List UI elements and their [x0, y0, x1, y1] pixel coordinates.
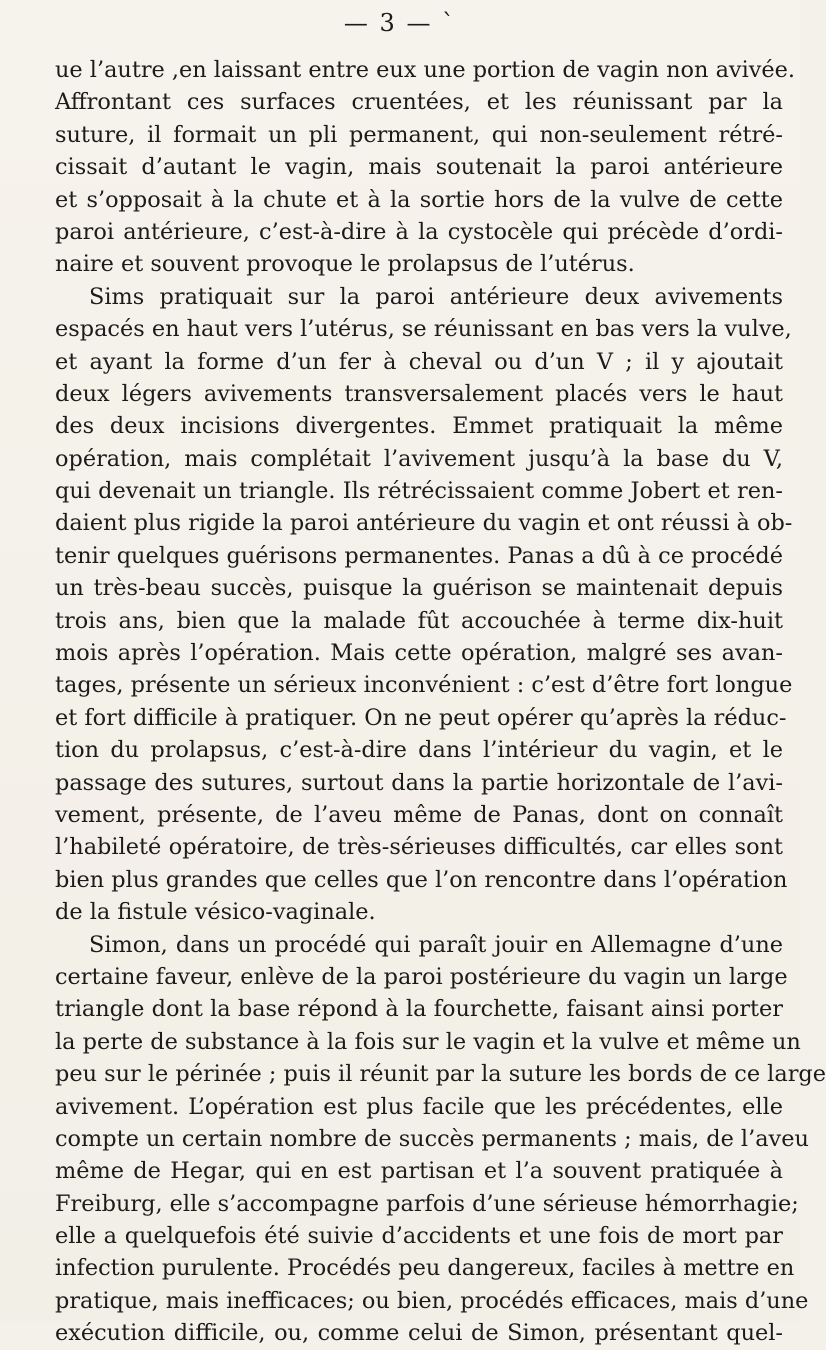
text-line: tages, présente un sérieux inconvénient : c’est d’être fort longue: [55, 672, 793, 699]
text-line: tenir quelques guérisons permanentes. Panas a dû à ce procédé: [55, 542, 783, 569]
text-line: l’habileté opératoire, de très-sérieuses difficultés, car elles sont: [55, 834, 783, 861]
text-line: daient plus rigide la paroi antérieure du vagin et ont réussi à ob-: [55, 510, 793, 537]
text-line: certaine faveur, enlève de la paroi postérieure du vagin un large: [55, 963, 788, 990]
text-line: mois après l’opération. Mais cette opération, malgré ses avan-: [55, 640, 783, 667]
text-line: qui devenait un triangle. Ils rétrécissaient comme Jobert et ren-: [55, 478, 783, 505]
page-number: — 3 — ˋ: [343, 9, 457, 37]
text-line: et s’opposait à la chute et à la sortie hors de la vulve de cette: [55, 186, 783, 213]
text-line: de la fistule vésico-vaginale.: [55, 899, 376, 926]
text-line: suture, il formait un pli permanent, qui non-seulement rétré-: [55, 121, 783, 148]
text-line: avivement. L’opération est plus facile que les précédentes, elle: [55, 1093, 783, 1120]
text-line: peu sur le périnée ; puis il réunit par la suture les bords de ce large: [55, 1061, 826, 1088]
text-line: même de Hegar, qui en est partisan et l’a souvent pratiquée à: [55, 1158, 783, 1185]
text-line: Affrontant ces surfaces cruentées, et les réunissant par la: [55, 89, 783, 116]
text-line: opération, mais complétait l’avivement jusqu’à la base du V,: [55, 445, 783, 472]
text-line: tion du prolapsus, c’est-à-dire dans l’intérieur du vagin, et le: [55, 737, 783, 764]
text-line: infection purulente. Procédés peu dangereux, faciles à mettre en: [55, 1255, 795, 1282]
text-line: passage des sutures, surtout dans la partie horizontale de l’avi-: [55, 769, 783, 796]
text-line: trois ans, bien que la malade fût accouchée à terme dix-huit: [55, 607, 783, 634]
text-line: compte un certain nombre de succès permanents ; mais, de l’aveu: [55, 1125, 809, 1152]
text-line: un très-beau succès, puisque la guérison se maintenait depuis: [55, 575, 783, 602]
text-line: la perte de substance à la fois sur le vagin et la vulve et même un: [55, 1028, 801, 1055]
body-text: [55, 54, 826, 1350]
text-line: elle a quelquefois été suivie d’accidents et une fois de mort par: [55, 1223, 783, 1250]
text-line: Sims pratiquait sur la paroi antérieure deux avivements: [89, 283, 783, 310]
text-line: triangle dont la base répond à la fourchette, faisant ainsi porter: [55, 996, 783, 1023]
text-line: et fort difficile à pratiquer. On ne peut opérer qu’après la réduc-: [55, 704, 787, 731]
text-line: deux légers avivements transversalement placés vers le haut: [55, 380, 783, 407]
text-line: des deux incisions divergentes. Emmet pratiquait la même: [55, 413, 783, 440]
text-line: Freiburg, elle s’accompagne parfois d’une sérieuse hémorrhagie;: [55, 1190, 799, 1217]
text-line: paroi antérieure, c’est-à-dire à la cystocèle qui précède d’ordi-: [55, 218, 783, 245]
text-line: Simon, dans un procédé qui paraît jouir en Allemagne d’une: [89, 931, 783, 958]
text-line: bien plus grandes que celles que l’on rencontre dans l’opération: [55, 866, 788, 893]
text-line: ue l’autre ,en laissant entre eux une portion de vagin non avivée.: [55, 57, 796, 83]
text-line: pratique, mais inefficaces; ou bien, procédés efficaces, mais d’une: [55, 1287, 809, 1314]
text-line: exécution difficile, ou, comme celui de Simon, présentant quel-: [55, 1320, 783, 1347]
text-line: espacés en haut vers l’utérus, se réunissant en bas vers la vulve,: [55, 316, 792, 343]
text-line: vement, présente, de l’aveu même de Panas, dont on connaît: [55, 801, 783, 828]
text-line: et ayant la forme d’un fer à cheval ou d’un V ; il y ajoutait: [55, 348, 783, 375]
text-line: cissait d’autant le vagin, mais soutenait la paroi antérieure: [55, 154, 783, 181]
text-line: naire et souvent provoque le prolapsus de l’utérus.: [55, 251, 635, 278]
